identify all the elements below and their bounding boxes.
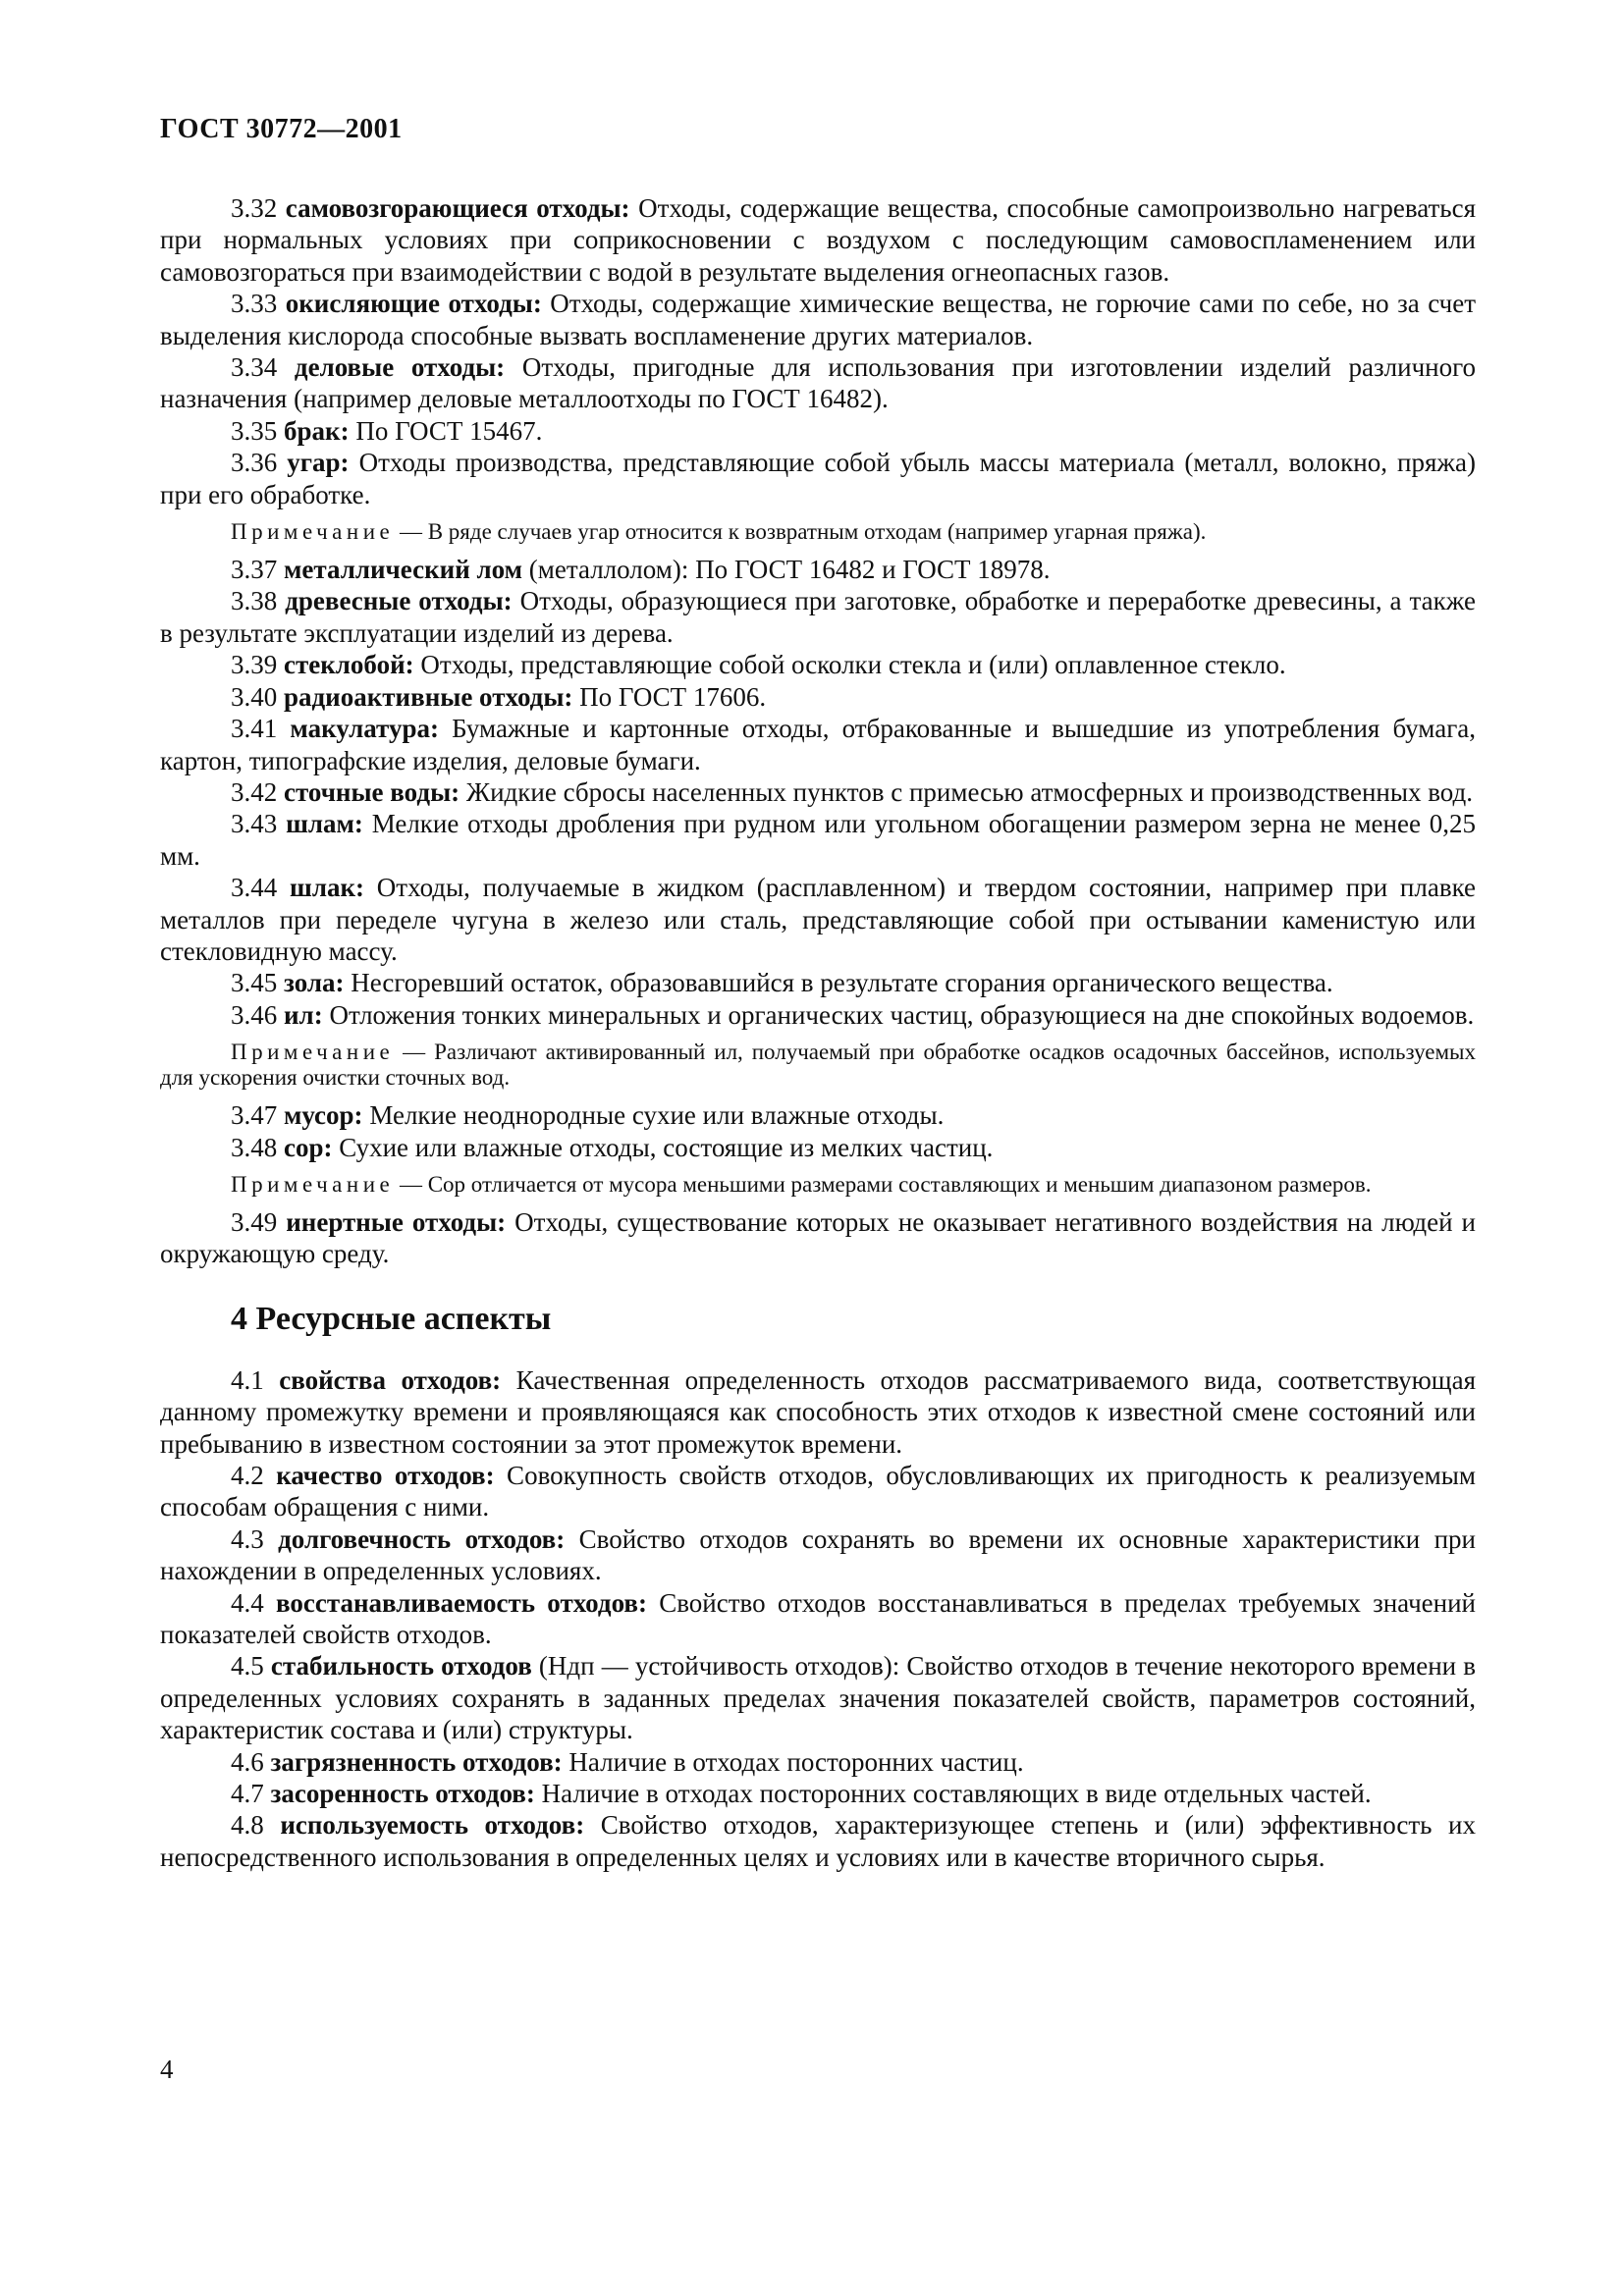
term-name: деловые отходы: — [294, 352, 506, 383]
note-text: — Различают активированный ил, получаемый при обработке осадков осадочных бассейнов, используемых для ускорения очистки сточных вод. — [160, 1040, 1476, 1091]
term-number: 3.47 — [231, 1100, 278, 1131]
term-definition: Наличие в отходах посторонних составляющих в виде отдельных частей. — [534, 1779, 1372, 1809]
term-number: 4.6 — [231, 1746, 264, 1777]
term-number: 3.32 — [231, 193, 278, 223]
term-name: качество отходов: — [276, 1461, 495, 1490]
term-definition: Отходы, получаемые в жидком (расплавленном) и твердом состоянии, например при плавке металлов при переделе чугуна в железо или сталь, представляющие собой при остывании каменистую или стекловидную массу. — [160, 873, 1477, 966]
note-text: — Сор отличается от мусора меньшими размерами составляющих и меньшим диапазоном размеров. — [394, 1171, 1372, 1197]
term-number: 3.41 — [231, 714, 278, 744]
term-definition: Отходы, содержащие вещества, способные самопроизвольно нагреваться при нормальных условиях при соприкосновении с воздухом с последующим самовоспламенением или самовозгораться при взаимодействии с водой в результате выделения огнеопасных газов. — [160, 193, 1477, 287]
term-name: макулатура: — [290, 714, 439, 744]
term-3-43 — [160, 808, 1476, 872]
term-definition: Отходы, существование которых не оказывает негативного воздействия на людей и окружающую среду. — [160, 1206, 1476, 1269]
term-3-41 — [160, 713, 1476, 776]
term-3-49 — [160, 1206, 1476, 1270]
term-definition: (металлолом): По ГОСТ 16482 и ГОСТ 18978. — [522, 555, 1051, 585]
term-number: 3.49 — [231, 1206, 278, 1237]
term-number: 3.48 — [231, 1132, 278, 1162]
term-3-44 — [160, 872, 1476, 967]
term-number: 4.7 — [231, 1779, 264, 1809]
term-definition: Совокупность свойств отходов, обусловливающих их пригодность к реализуемым способам обращения с ними. — [160, 1461, 1476, 1522]
term-3-46 — [160, 999, 1476, 1031]
term-3-34 — [160, 351, 1476, 415]
term-number: 4.4 — [231, 1587, 264, 1618]
term-3-42 — [160, 776, 1476, 808]
note-3 — [160, 1172, 1476, 1198]
term-name: мусор: — [284, 1100, 363, 1131]
term-number: 3.33 — [231, 289, 278, 319]
term-number: 3.36 — [231, 448, 278, 478]
term-number: 4.3 — [231, 1523, 264, 1554]
term-number: 4.5 — [231, 1651, 264, 1682]
term-4-8 — [160, 1809, 1476, 1873]
term-name: шлак: — [290, 873, 365, 903]
term-definition: Свойство отходов сохранять во времени их основные характеристики при нахождении в определенных условиях. — [160, 1523, 1476, 1586]
term-definition: Жидкие сбросы населенных пунктов с примесью атмосферных и производственных вод. — [460, 776, 1474, 807]
page-number: 4 — [160, 2055, 174, 2084]
note-label: Примечание — [231, 519, 395, 545]
term-name: угар: — [287, 448, 350, 478]
term-name: брак: — [284, 415, 350, 446]
section-heading: 4 Ресурсные аспекты — [231, 1300, 552, 1337]
term-3-40 — [160, 681, 1476, 713]
document-body — [160, 192, 1476, 1873]
term-definition: Отходы, образующиеся при заготовке, обработке и переработке древесины, а также в результате эксплуатации изделий из дерева. — [160, 586, 1476, 648]
document-header: ГОСТ 30772—2001 — [160, 114, 403, 144]
term-4-2 — [160, 1460, 1476, 1523]
term-name: сор: — [284, 1132, 333, 1162]
term-3-35 — [160, 415, 1476, 447]
term-number: 3.46 — [231, 999, 278, 1030]
note-label: Примечание — [231, 1040, 395, 1065]
term-definition: Наличие в отходах посторонних частиц. — [562, 1746, 1024, 1777]
note-1 — [160, 519, 1476, 545]
term-definition: Свойство отходов, характеризующее степень и (или) эффективность их непосредственного использования в определенных целях и условиях или в качестве вторичного сырья. — [160, 1810, 1476, 1872]
term-name: окисляющие отходы: — [285, 289, 542, 319]
term-name: стеклобой: — [284, 650, 414, 680]
note-label: Примечание — [231, 1171, 395, 1197]
term-name: стабильность отходов — [270, 1651, 532, 1682]
term-name: сточные воды: — [284, 776, 460, 807]
term-name: свойства отходов: — [279, 1364, 502, 1395]
term-3-47 — [160, 1099, 1476, 1131]
term-definition: Отходы, пригодные для использования при изготовлении изделий различного назначения (например деловые металлоотходы по ГОСТ 16482). — [160, 352, 1477, 414]
term-number: 4.2 — [231, 1461, 264, 1490]
term-name: долговечность отходов: — [278, 1523, 566, 1554]
term-name: радиоактивные отходы: — [284, 681, 573, 712]
term-definition: Бумажные и картонные отходы, отбракованные и вышедшие из употребления бумага, картон, типографские изделия, деловые бумаги. — [160, 714, 1477, 775]
term-3-37 — [160, 554, 1476, 585]
term-3-45 — [160, 967, 1476, 998]
note-2 — [160, 1040, 1476, 1091]
term-definition: Несгоревший остаток, образовавшийся в результате сгорания органического вещества. — [344, 968, 1333, 998]
term-definition: Отходы, содержащие химические вещества, не горючие сами по себе, но за счет выделения кислорода способные вызвать воспламенение других материалов. — [160, 289, 1477, 350]
term-4-3 — [160, 1523, 1476, 1587]
term-number: 3.42 — [231, 776, 278, 807]
term-3-36 — [160, 447, 1476, 510]
term-name: восстанавливаемость отходов: — [276, 1587, 647, 1618]
term-name: инертные отходы: — [286, 1206, 507, 1237]
term-name: металлический лом — [284, 555, 523, 585]
term-definition: Мелкие неоднородные сухие или влажные отходы. — [362, 1100, 945, 1131]
term-number: 3.40 — [231, 681, 278, 712]
term-3-33 — [160, 288, 1476, 351]
term-definition: По ГОСТ 17606. — [572, 681, 767, 712]
term-3-48 — [160, 1132, 1476, 1163]
term-definition: Отходы, представляющие собой осколки стекла и (или) оплавленное стекло. — [413, 650, 1286, 680]
term-definition: Сухие или влажные отходы, состоящие из мелких частиц. — [332, 1132, 994, 1162]
term-4-1 — [160, 1364, 1476, 1460]
term-name: ил: — [284, 999, 323, 1030]
term-name: используемость отходов: — [280, 1810, 585, 1841]
term-definition: (Ндп — устойчивость отходов): Свойство отходов в течение некоторого времени в определенных условиях сохранять в заданных пределах значения показателей свойств, параметров состояний, характеристик состава и (или) структуры. — [160, 1651, 1476, 1745]
term-name: древесные отходы: — [285, 586, 513, 616]
term-definition: Свойство отходов восстанавливаться в пределах требуемых значений показателей свойств отходов. — [160, 1587, 1476, 1650]
term-number: 3.34 — [231, 352, 278, 383]
term-number: 4.8 — [231, 1810, 264, 1841]
term-3-39 — [160, 649, 1476, 680]
term-number: 3.35 — [231, 415, 278, 446]
term-4-5 — [160, 1650, 1476, 1745]
term-number: 4.1 — [231, 1364, 264, 1395]
term-number: 3.45 — [231, 968, 278, 998]
term-number: 3.38 — [231, 586, 278, 616]
term-name: самовозгорающиеся отходы: — [285, 193, 630, 223]
term-definition: По ГОСТ 15467. — [349, 415, 543, 446]
term-definition: Мелкие отходы дробления при рудном или угольном обогащении размером зерна не менее 0,25 мм. — [160, 809, 1476, 871]
term-name: шлам: — [286, 809, 363, 839]
term-number: 3.39 — [231, 650, 278, 680]
term-3-38 — [160, 585, 1476, 649]
term-number: 3.37 — [231, 555, 278, 585]
term-number: 3.43 — [231, 809, 278, 839]
term-name: загрязненность отходов: — [270, 1746, 563, 1777]
term-name: зола: — [284, 968, 345, 998]
term-name: засоренность отходов: — [270, 1779, 535, 1809]
term-4-6 — [160, 1746, 1476, 1778]
term-3-32 — [160, 192, 1476, 288]
term-definition: Отходы производства, представляющие собой убыль массы материала (металл, волокно, пряжа) при его обработке. — [160, 448, 1476, 509]
term-4-7 — [160, 1778, 1476, 1809]
term-definition: Качественная определенность отходов рассматриваемого вида, соответствующая данному промежутку времени и проявляющаяся как способность этих отходов к известной смене состояний или пребыванию в известном состоянии за этот промежуток времени. — [160, 1364, 1476, 1459]
term-number: 3.44 — [231, 873, 278, 903]
note-text: — В ряде случаев угар относится к возвратным отходам (например угарная пряжа). — [394, 519, 1207, 545]
term-definition: Отложения тонких минеральных и органических частиц, образующиеся на дне спокойных водоемов. — [322, 999, 1475, 1030]
term-4-4 — [160, 1587, 1476, 1651]
